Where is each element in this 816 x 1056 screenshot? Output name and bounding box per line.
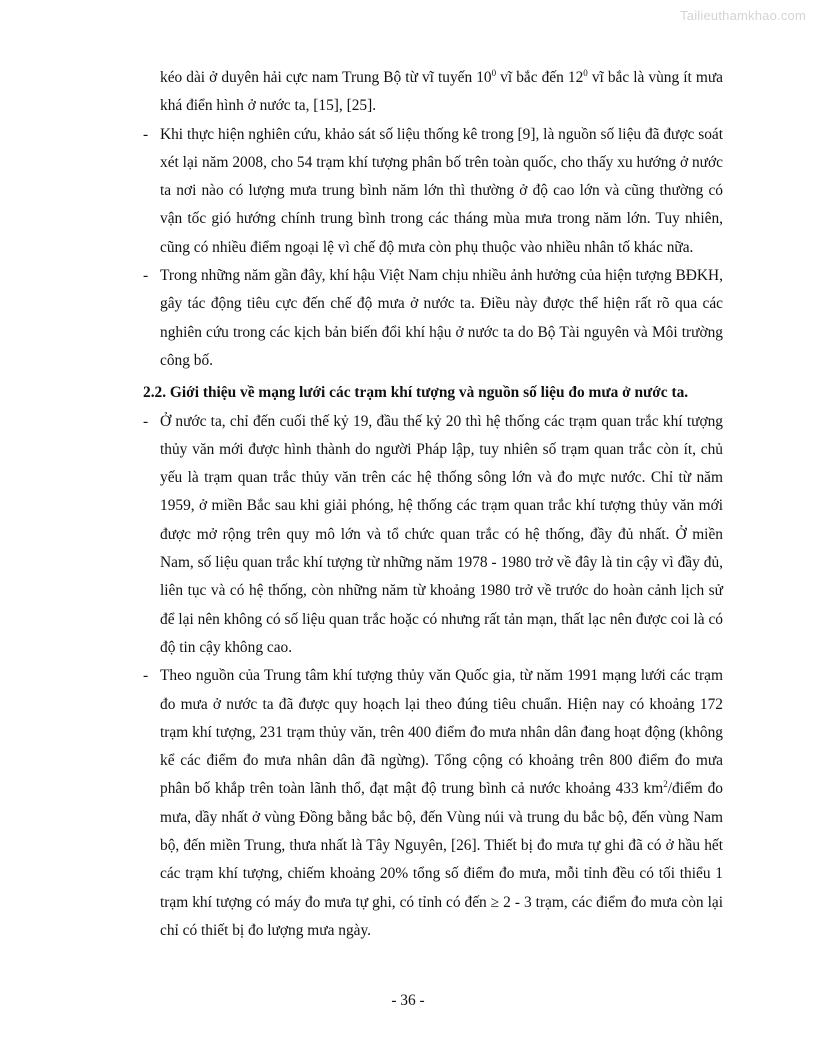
bullet-dash: - xyxy=(143,125,149,143)
list-item-network: - Theo nguồn của Trung tâm khí tượng thủy văn Quốc gia, từ năm 1991 mạng lưới các trạm đo mưa ở nước ta đã được quy hoạch lại theo đúng tiêu chuẩn. Hiện nay có khoảng 172 trạm khí tượng, 231 trạm thủy văn, trên 400 điểm đo mưa nhân dân đang hoạt động (không kể các điểm đo mưa nhân dân đã ngừng). Tổng cộng có khoảng trên 800 điểm đo mưa phân bố khắp trên toàn lãnh thổ, đạt mật độ trung bình cả nước khoảng 433 $km^2$/điểm đo mưa, dầy nhất ở vùng Đồng bằng bắc bộ, đến Vùng núi và trung du bắc bộ, đến vùng Nam bộ, đến miền Trung, thưa nhất là Tây Nguyên, [26]. Thiết bị đo mưa tự ghi đã có ở hầu hết các trạm khí tượng, chiếm khoảng 20% tổng số điểm đo mưa, mỗi tỉnh đều có tối thiểu 1 trạm khí tượng có máy đo mưa tự ghi, có tỉnh có đến ≥ 2 - 3 trạm, các điểm đo mưa còn lại chỉ có thiết bị đo lượng mưa ngày. xyxy=(143,662,723,945)
page-body xyxy=(143,64,723,945)
intro-paragraph: kéo dài ở duyên hải cực nam Trung Bộ từ vĩ tuyến $10^0$ vĩ bắc đến $12^0$ vĩ bắc là vùng ít mưa khá điển hình ở nước ta, [15], [25]. xyxy=(160,68,723,115)
list-item-climate-change: - Trong những năm gần đây, khí hậu Việt Nam chịu nhiều ảnh hưởng của hiện tượng BĐKH, gây tác động tiêu cực đến chế độ mưa ở nước ta. Điều này được thể hiện rất rõ qua các nghiên cứu trong các kịch bản biến đổi khí hậu ở nước ta do Bộ Tài nguyên và Môi trường công bố. xyxy=(143,262,723,375)
section-heading: 2.2. Giới thiệu về mạng lưới các trạm khí tượng và nguồn số liệu đo mưa ở nước ta. xyxy=(143,384,689,402)
bullet-dash: - xyxy=(143,267,149,285)
list-item-history: - Ở nước ta, chỉ đến cuối thế kỷ 19, đầu thế kỷ 20 thì hệ thống các trạm quan trắc khí tượng thủy văn mới được hình thành do người Pháp lập, tuy nhiên số trạm quan trắc còn ít, chủ yếu là trạm quan trắc thủy văn trên các hệ thống sông lớn và đo mực nước. Chỉ từ năm 1959, ở miền Bắc sau khi giải phóng, hệ thống các trạm quan trắc khí tượng thủy văn mới được mở rộng trên quy mô lớn và tổ chức quan trắc có hệ thống, đầy đủ nhất. Ở miền Nam, số liệu quan trắc khí tượng từ những năm 1978 - 1980 trở về đây là tin cậy vì đầy đủ, liên tục và có hệ thống, còn những năm từ khoảng 1980 trở về trước do hoàn cảnh lịch sử để lại nên không có số liệu quan trắc hoặc có nhưng rất tản mạn, thất lạc nên được coi là có độ tin cậy không cao. xyxy=(143,408,723,663)
watermark: Tailieuthamkhao.com xyxy=(680,8,806,23)
bullet-dash: - xyxy=(143,667,149,685)
page-number: - 36 - xyxy=(391,992,425,1009)
bullet-dash: - xyxy=(143,412,149,430)
list-item-statistics: - Khi thực hiện nghiên cứu, khảo sát số liệu thống kê trong [9], là nguồn số liệu đã được soát xét lại năm 2008, cho 54 trạm khí tượng phân bố trên toàn quốc, cho thấy xu hướng ở nước ta nơi nào có lượng mưa trung bình năm lớn thì thường ở độ cao lớn và cũng thường có vận tốc gió hướng chính trung bình trong các tháng mùa mưa trong năm lớn. Tuy nhiên, cũng có nhiều điểm ngoại lệ vì chế độ mưa còn phụ thuộc vào nhiều nhân tố khác nữa. xyxy=(143,121,723,262)
